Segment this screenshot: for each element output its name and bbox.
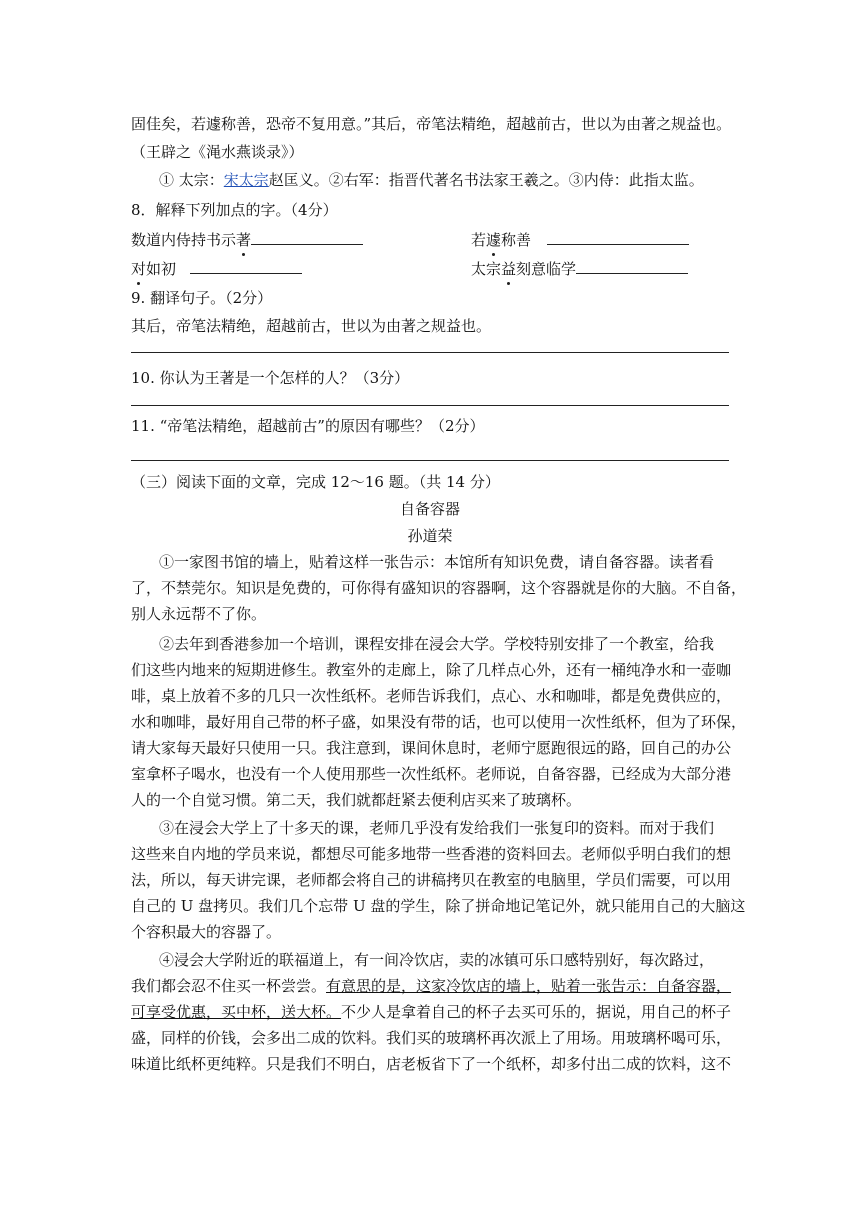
article-text: 不少人是拿着自己的杯子去买可乐的，据说，用自己的杯子 [341, 1003, 732, 1021]
article-line: 味道比纸杯更纯粹。只是我们不明白，店老板省下了一个纸杯，却多付出二成的饮料，这不 [131, 1055, 732, 1073]
article-line: 了，不禁莞尔。知识是免费的，可你得有盛知识的容器啊，这个容器就是你的大脑。不自备， [131, 579, 747, 597]
q8-item-4-pre: 太宗 [471, 260, 502, 278]
question-11-title: 11. “帝笔法精绝，超越前古”的原因有哪些？（2分） [131, 417, 485, 435]
article-line: ④浸会大学附近的联福道上，有一间冷饮店，卖的冰镇可乐口感特别好，每次路过， [159, 951, 715, 969]
underlined-sentence: 可享受优惠，买中杯，送大杯。 [131, 1003, 342, 1021]
answer-line[interactable] [131, 460, 729, 461]
article-text: 我们都会忍不住买一杯尝尝。 [131, 977, 327, 995]
dotted-char: 遽 [486, 226, 501, 254]
article-line: 自己的 U 盘拷贝。我们几个忘带 U 盘的学生，除了拼命地记笔记外，就只能用自己的大脑这 [131, 897, 746, 915]
article-line: 啡，桌上放着不多的几只一次性纸杯。老师告诉我们，点心、水和咖啡，都是免费供应的， [131, 687, 732, 705]
question-8-title: 8．解释下列加点的字。（4分） [131, 201, 338, 219]
article-line [131, 972, 731, 1000]
question-9-title: 9. 翻译句子。（2分） [131, 289, 273, 307]
answer-blank[interactable] [190, 257, 302, 274]
dotted-char: 对 [131, 255, 146, 283]
q8-item-2-pre: 若 [471, 231, 487, 249]
article-line: 别人永远帮不了你。 [131, 605, 267, 623]
answer-line[interactable] [131, 405, 729, 406]
q8-item-3 [131, 255, 302, 283]
article-line: 法，所以，每天讲完课，老师都会将自己的讲稿拷贝在教室的电脑里，学员们需要，可以用 [131, 871, 732, 889]
article-line: 盛，同样的价钱，会多出二成的饮料。我们买的玻璃杯再次派上了用场。用玻璃杯喝可乐， [131, 1029, 732, 1047]
q8-item-1-text: 数道内侍持书示 [131, 231, 237, 249]
q8-item-3-post: 如初 [146, 260, 177, 278]
article-line: 人的一个自觉习惯。第二天，我们就都赶紧去便利店买来了玻璃杯。 [131, 791, 582, 809]
dotted-char: 著 [236, 226, 251, 254]
q8-item-2-post: 称善 [501, 231, 532, 249]
passage-source: （王辟之《渑水燕谈录》） [131, 143, 304, 161]
article-line [131, 998, 731, 1026]
q8-item-4-post: 刻意临学 [516, 260, 577, 278]
article-line: 水和咖啡，最好用自己带的杯子盛，如果没有带的话，也可以使用一次性纸杯，但为了环保， [131, 713, 747, 731]
q8-item-1 [131, 226, 363, 254]
q8-item-4 [471, 255, 688, 283]
section-3-heading: （三）阅读下面的文章，完成 12～16 题。（共 14 分） [131, 473, 500, 491]
answer-blank[interactable] [576, 257, 688, 274]
passage-line: 固佳矣，若遽称善，恐帝不复用意。”其后，帝笔法精绝，超越前古，世以为由著之规益也。 [131, 115, 732, 133]
note-prefix: ① 太宗： [159, 171, 224, 189]
dotted-char: 益 [501, 255, 516, 283]
article-line: ②去年到香港参加一个培训，课程安排在浸会大学。学校特别安排了一个教室，给我 [159, 635, 715, 653]
answer-line[interactable] [131, 352, 729, 353]
article-line: ①一家图书馆的墙上，贴着这样一张告示：本馆所有知识免费，请自备容器。读者看 [159, 553, 715, 571]
article-line: 室拿杯子喝水，也没有一个人使用那些一次性纸杯。老师说，自备容器，已经成为大部分港 [131, 765, 732, 783]
answer-blank[interactable] [251, 228, 363, 245]
article-line: 们这些内地来的短期进修生。教室外的走廊上，除了几样点心外，还有一桶纯净水和一壶咖 [131, 661, 732, 679]
article-line: ③在浸会大学上了十多天的课，老师几乎没有发给我们一张复印的资料。而对于我们 [159, 819, 715, 837]
underlined-sentence: 有意思的是，这家冷饮店的墙上，贴着一张告示：自备容器， [326, 977, 732, 995]
article-line: 这些来自内地的学员来说，都想尽可能多地带一些香港的资料回去。老师似乎明白我们的想 [131, 845, 732, 863]
question-9-sentence: 其后，帝笔法精绝，超越前古，世以为由著之规益也。 [131, 317, 492, 335]
article-line: 个容积最大的容器了。 [131, 923, 282, 941]
answer-blank[interactable] [547, 228, 689, 245]
annotation-note [159, 166, 704, 194]
article-line: 请大家每天最好只使用一只。我注意到，课间休息时，老师宁愿跑很远的路，回自己的办公 [131, 739, 732, 757]
article-title: 自备容器 [399, 500, 460, 518]
question-10-title: 10. 你认为王著是一个怎样的人？（3分） [131, 369, 410, 387]
q8-item-2 [471, 226, 689, 254]
song-taizong-link[interactable]: 宋太宗 [223, 171, 269, 189]
note-rest: 赵匡义。②右军：指晋代著名书法家王羲之。③内侍：此指太监。 [268, 171, 704, 189]
article-author: 孙道荣 [407, 527, 453, 545]
